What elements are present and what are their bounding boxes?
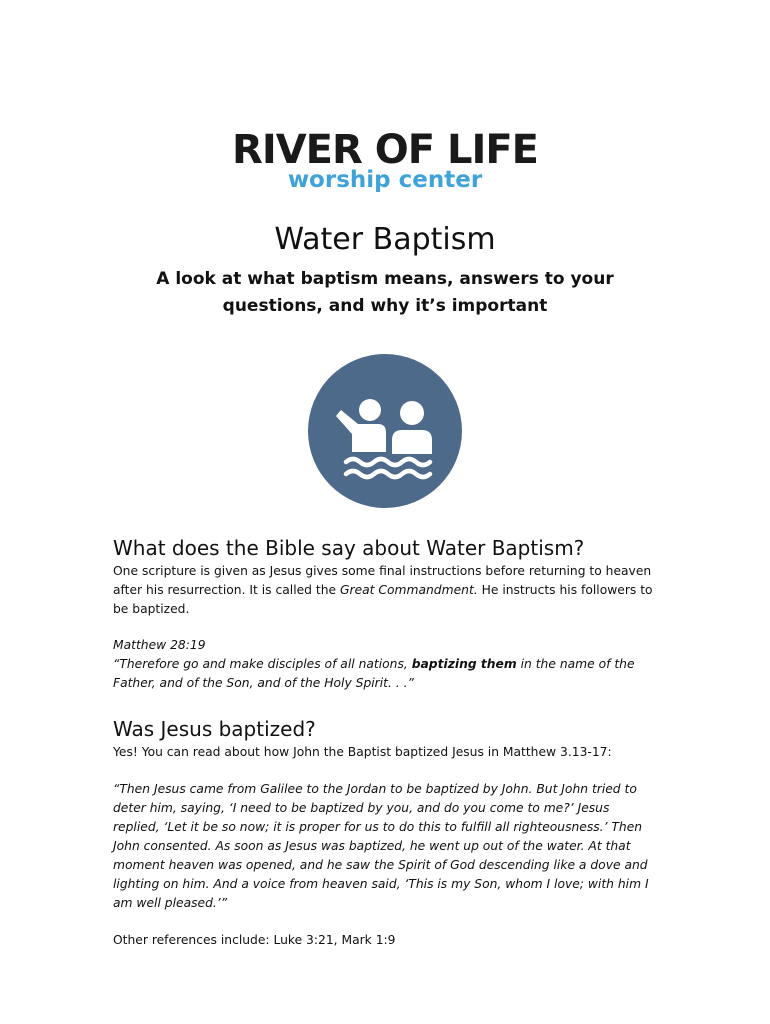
- logo-subtitle: worship center: [287, 167, 483, 193]
- section2-heading: Was Jesus baptized?: [113, 717, 316, 741]
- section1-body-text: One scripture is given as Jesus gives some final instructions before returning to heaven after his resurrection. It is called the: [113, 564, 652, 597]
- scripture-quote: [113, 655, 658, 693]
- section2-body: Yes! You can read about how John the Baptist baptized Jesus in Matthew 3.13-17:: [113, 745, 612, 759]
- logo-title: RIVER OF LIFE: [232, 127, 538, 173]
- article-content: [113, 534, 658, 950]
- scripture-reference: Matthew 28:19: [113, 638, 206, 652]
- section2-quote: “Then Jesus came from Galilee to the Jordan to be baptized by John. But John tried to deter him, saying, ‘I need to be baptized by you, and do you come to me?’ Jesus replied, ‘Let it be so now; it is proper for us to do this to fulfill all righteousness.’ Then John consented. As soon as Jesus was baptized, he went up out of the water. At that moment heaven was opened, and he saw the Spirit of God descending like a dove and lighting on him. And a voice from heaven said, ‘This is my Son, whom I love; with him I am well pleased.’”: [113, 782, 649, 910]
- baptism-icon: [308, 354, 462, 508]
- page-title: Water Baptism: [274, 222, 496, 257]
- quote-text-end: in the name of the Father, and of the Son, and of the Holy Spirit. . .”: [113, 657, 635, 690]
- section1-body-text-end: He instructs his followers to be baptized.: [113, 583, 653, 616]
- other-references: Other references include: Luke 3:21, Mark 1:9: [113, 933, 396, 947]
- quote-text: “Therefore go and make disciples of all nations,: [113, 657, 412, 671]
- great-commandment-text: Great Commandment.: [340, 583, 478, 597]
- section1-heading: What does the Bible say about Water Baptism?: [113, 536, 585, 560]
- page-subtitle: A look at what baptism means, answers to your questions, and why it’s important: [156, 269, 614, 316]
- section1-body: [113, 562, 658, 619]
- quote-emphasis: baptizing them: [411, 657, 517, 671]
- church-logo: [0, 128, 770, 192]
